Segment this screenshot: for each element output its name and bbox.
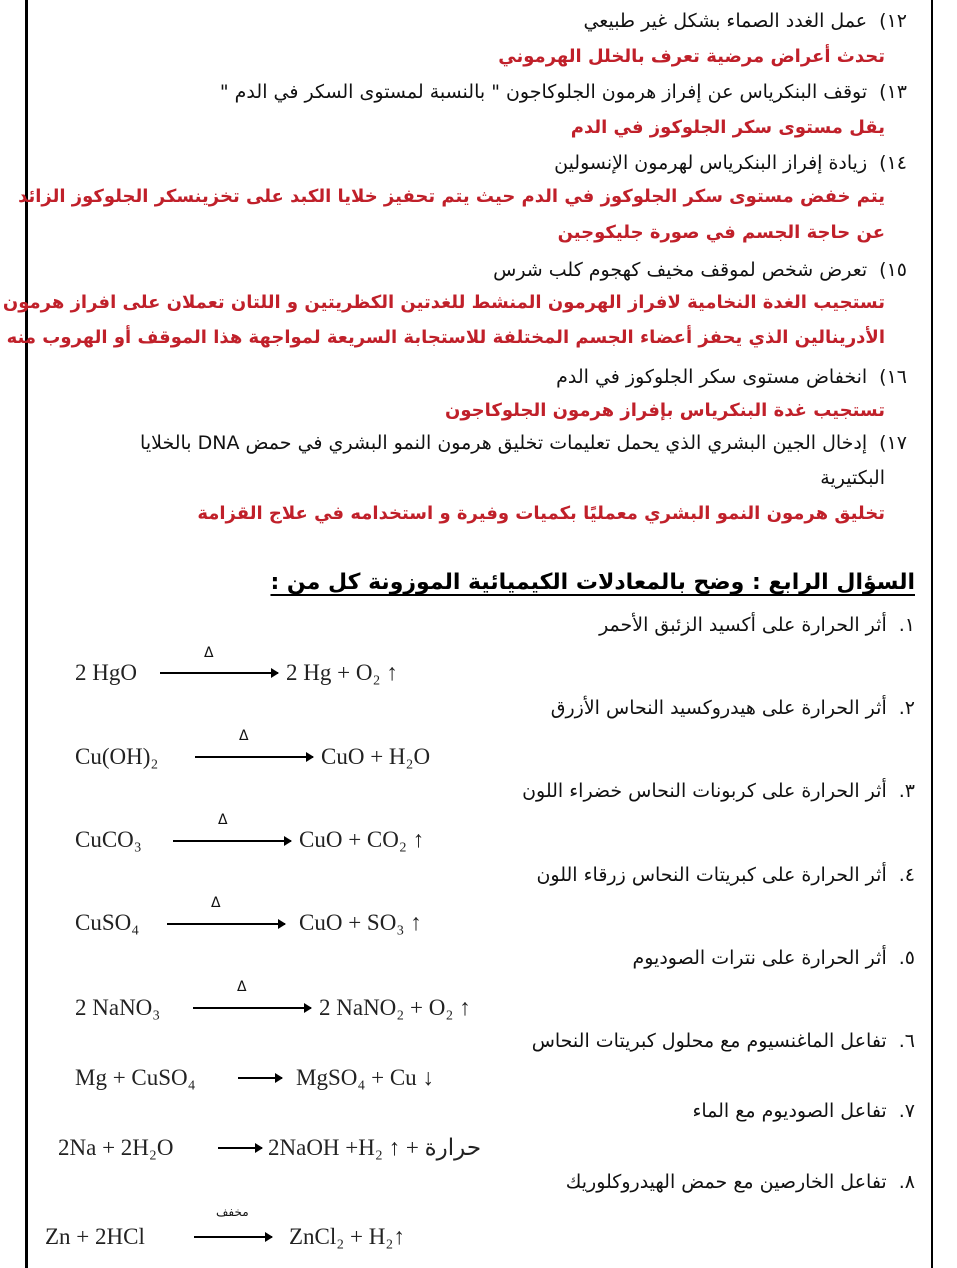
answer-14-line-1: يتم خفض مستوى سكر الجلوكوز في الدم حيث يتم تحفيز خلايا الكبد على تخزينسكر الجلوكوز الزائد	[18, 186, 885, 207]
item-text: أثر الحرارة على كربونات النحاس خضراء اللون	[522, 780, 887, 802]
item-text: أثر الحرارة على أكسيد الزئبق الأحمر	[599, 614, 887, 636]
answer-12: تحدث أعراض مرضية تعرف بالخلل الهرموني	[498, 46, 885, 67]
question-number: ١٣)	[879, 81, 907, 103]
reaction-item-3	[522, 776, 915, 806]
item-number: ٤.	[898, 864, 915, 886]
question-number: ١٢)	[879, 10, 907, 32]
reaction-item-6	[532, 1026, 915, 1056]
question-text: زيادة إفراز البنكرياس لهرمون الإنسولين	[554, 152, 868, 174]
answer-13: يقل مستوى سكر الجلوكوز في الدم	[570, 117, 885, 138]
answer-14-line-2: عن حاجة الجسم في صورة جليكوجين	[557, 222, 885, 243]
question-text: توقف البنكرياس عن إفراز هرمون الجلوكاجون " بالنسبة لمستوى السكر في الدم "	[219, 81, 868, 103]
question-text: إدخال الجين البشري الذي يحمل تعليمات تخليق هرمون النمو البشري في حمض DNA بالخلايا	[140, 432, 868, 454]
item-text: أثر الحرارة على كبريتات النحاس زرقاء اللون	[536, 864, 887, 886]
reaction-item-5	[632, 943, 915, 973]
answer-16: تستجيب غدة البنكرياس بإفراز هرمون الجلوكاجون	[445, 400, 885, 421]
reactants: Cu(OH)₂	[75, 744, 159, 769]
products: ZnCl₂ + H₂↑	[289, 1224, 405, 1249]
reactants: 2Na + 2H₂O	[58, 1135, 174, 1160]
products: CuO + CO₂ ↑	[299, 827, 425, 852]
item-text: تفاعل الماغنسيوم مع محلول كبريتات النحاس	[531, 1030, 887, 1052]
question-text: تعرض شخص لموقف مخيف كهجوم كلب شرس	[493, 259, 868, 281]
item-text: أثر الحرارة على هيدروكسيد النحاس الأزرق	[550, 697, 887, 719]
reaction-arrow-icon	[194, 1236, 272, 1238]
question-16	[556, 362, 907, 392]
item-number: ٧.	[898, 1100, 915, 1122]
reaction-arrow-icon	[173, 840, 291, 842]
question-number: ١٧)	[879, 432, 907, 454]
products: 2NaOH +H₂ ↑ + حرارة	[268, 1135, 482, 1160]
question-13	[220, 77, 907, 107]
delta-heat-icon: Δ	[204, 645, 214, 661]
reaction-item-1	[599, 610, 915, 640]
question-12	[583, 6, 907, 36]
reaction-arrow-icon	[238, 1077, 282, 1079]
item-text: تفاعل الخارصين مع حمض الهيدروكلوريك	[565, 1171, 887, 1193]
item-number: ١.	[898, 614, 915, 636]
reactants: 2 NaNO₃	[75, 995, 161, 1020]
products: CuO + SO₃ ↑	[299, 910, 422, 935]
delta-heat-icon: Δ	[237, 979, 247, 995]
question-number: ١٥)	[879, 259, 907, 281]
delta-heat-icon: Δ	[239, 728, 249, 744]
products: MgSO₄ + Cu ↓	[296, 1065, 434, 1090]
reaction-item-2	[551, 693, 915, 723]
reactants: 2 HgO	[75, 660, 137, 685]
answer-15-line-1: تستجيب الغدة النخامية لافراز الهرمون المنشط للغدتين الكظريتين و اللتان تعملان على افراز هرمون	[2, 292, 885, 313]
reaction-arrow-icon	[193, 1007, 311, 1009]
catalyst-label: مخفف	[216, 1205, 249, 1219]
products: 2 Hg + O₂ ↑	[286, 660, 398, 685]
answer-15-line-2: الأدرينالين الذي يحفز أعضاء الجسم المختلفة للاستجابة السريعة لمواجهة هذا الموقف أو الهروب منه	[6, 327, 885, 348]
question-14	[554, 148, 907, 178]
question-text: انخفاض مستوى سكر الجلوكوز في الدم	[556, 366, 868, 388]
section-4-heading: السؤال الرابع : وضح بالمعادلات الكيميائية الموزونة كل من :	[270, 570, 915, 595]
reaction-item-7	[692, 1096, 915, 1126]
reaction-arrow-icon	[167, 923, 285, 925]
reaction-arrow-icon	[160, 672, 278, 674]
item-number: ٨.	[898, 1171, 915, 1193]
question-17-continued: البكتيرية	[820, 467, 885, 489]
question-number: ١٤)	[879, 152, 907, 174]
right-border-line	[931, 0, 933, 1268]
question-text: عمل الغدد الصماء بشكل غير طبيعي	[583, 10, 868, 32]
item-text: أثر الحرارة على نترات الصوديوم	[632, 947, 887, 969]
reactants: CuCO₃	[75, 827, 142, 852]
products: 2 NaNO₂ + O₂ ↑	[319, 995, 471, 1020]
question-15	[493, 255, 907, 285]
reactants: Zn + 2HCl	[45, 1224, 145, 1249]
reaction-arrow-icon	[195, 756, 313, 758]
products: CuO + H₂O	[321, 744, 431, 769]
reaction-item-4	[536, 860, 915, 890]
answer-17: تخليق هرمون النمو البشري معمليًا بكميات وفيرة و استخدامه في علاج القزامة	[197, 503, 885, 524]
reactants: CuSO₄	[75, 910, 140, 935]
item-number: ٥.	[898, 947, 915, 969]
question-number: ١٦)	[879, 366, 907, 388]
item-number: ٢.	[898, 697, 915, 719]
reaction-arrow-icon	[218, 1147, 262, 1149]
item-number: ٣.	[898, 780, 915, 802]
item-number: ٦.	[898, 1030, 915, 1052]
reactants: Mg + CuSO₄	[75, 1065, 196, 1090]
question-17	[140, 428, 907, 458]
delta-heat-icon: Δ	[218, 812, 228, 828]
reaction-item-8	[566, 1167, 915, 1197]
item-text: تفاعل الصوديوم مع الماء	[692, 1100, 887, 1122]
delta-heat-icon: Δ	[211, 895, 221, 911]
